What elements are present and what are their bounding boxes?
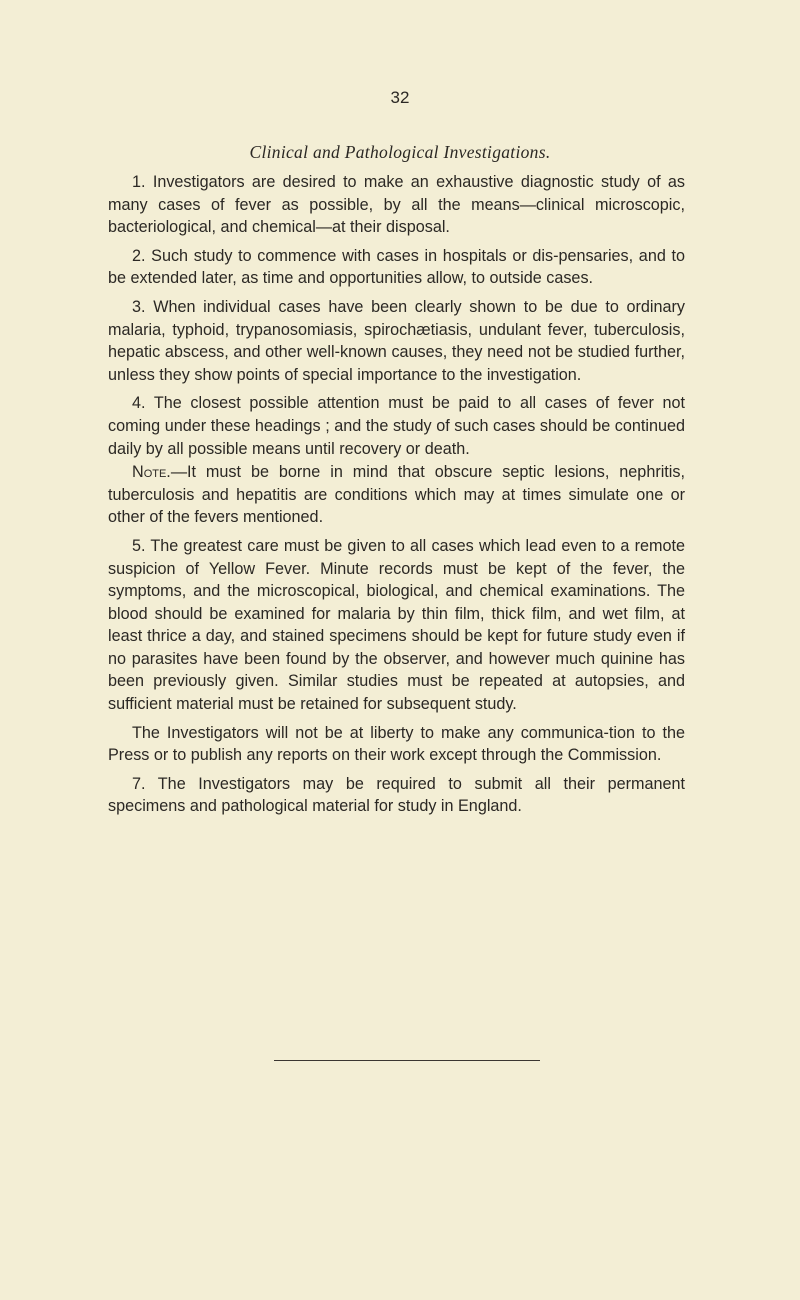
paragraph-1: 1. Investigators are desired to make an exhaustive diagnostic study of as many cases of fever as possible, by all the means—clinical microscopic, bacteriological, and chemical—at their disposal. bbox=[108, 173, 685, 237]
page-number: 32 bbox=[390, 88, 410, 107]
closing-rule bbox=[274, 1060, 540, 1061]
body-text bbox=[108, 171, 685, 824]
note-label: Note. bbox=[132, 463, 171, 482]
paragraph-3: 3. When individual cases have been clearly shown to be due to ordinary malaria, typhoid, trypanosomiasis, spirochætiasis, undulant fever, tuberculosis, hepatic abscess, and other well-known causes, they need not be studied further, unless they show points of special importance to the investigation. bbox=[108, 297, 685, 384]
note-text: —It must be borne in mind that obscure septic lesions, nephritis, tuberculosis and hepatitis are conditions which may at times simulate one or other of the fevers mentioned. bbox=[108, 463, 685, 527]
section-heading: Clinical and Pathological Investigations. bbox=[249, 142, 551, 162]
paragraph-6: The Investigators will not be at liberty to make any communica-tion to the Press or to publish any reports on their work except through the Commission. bbox=[108, 723, 685, 765]
note-paragraph bbox=[108, 461, 685, 529]
paragraph-2: 2. Such study to commence with cases in hospitals or dis-pensaries, and to be extended later, as time and opportunities allow, to outside cases. bbox=[108, 246, 685, 288]
paragraph-4: 4. The closest possible attention must be paid to all cases of fever not coming under these headings ; and the study of such cases should be continued daily by all possible means until recovery or death. bbox=[108, 394, 685, 458]
paragraph-5: 5. The greatest care must be given to all cases which lead even to a remote suspicion of Yellow Fever. Minute records must be kept of the fever, the symptoms, and the microscopical, biological, and chemical examinations. The blood should be examined for malaria by thin film, thick film, and wet film, at least thrice a day, and stained specimens should be kept for future study even if no parasites have been found by the observer, and however much quinine has been previously given. Similar studies must be repeated at autopsies, and sufficient material must be retained for subsequent study. bbox=[108, 536, 685, 714]
paragraph-7: 7. The Investigators may be required to submit all their permanent specimens and pathological material for study in England. bbox=[108, 774, 685, 816]
